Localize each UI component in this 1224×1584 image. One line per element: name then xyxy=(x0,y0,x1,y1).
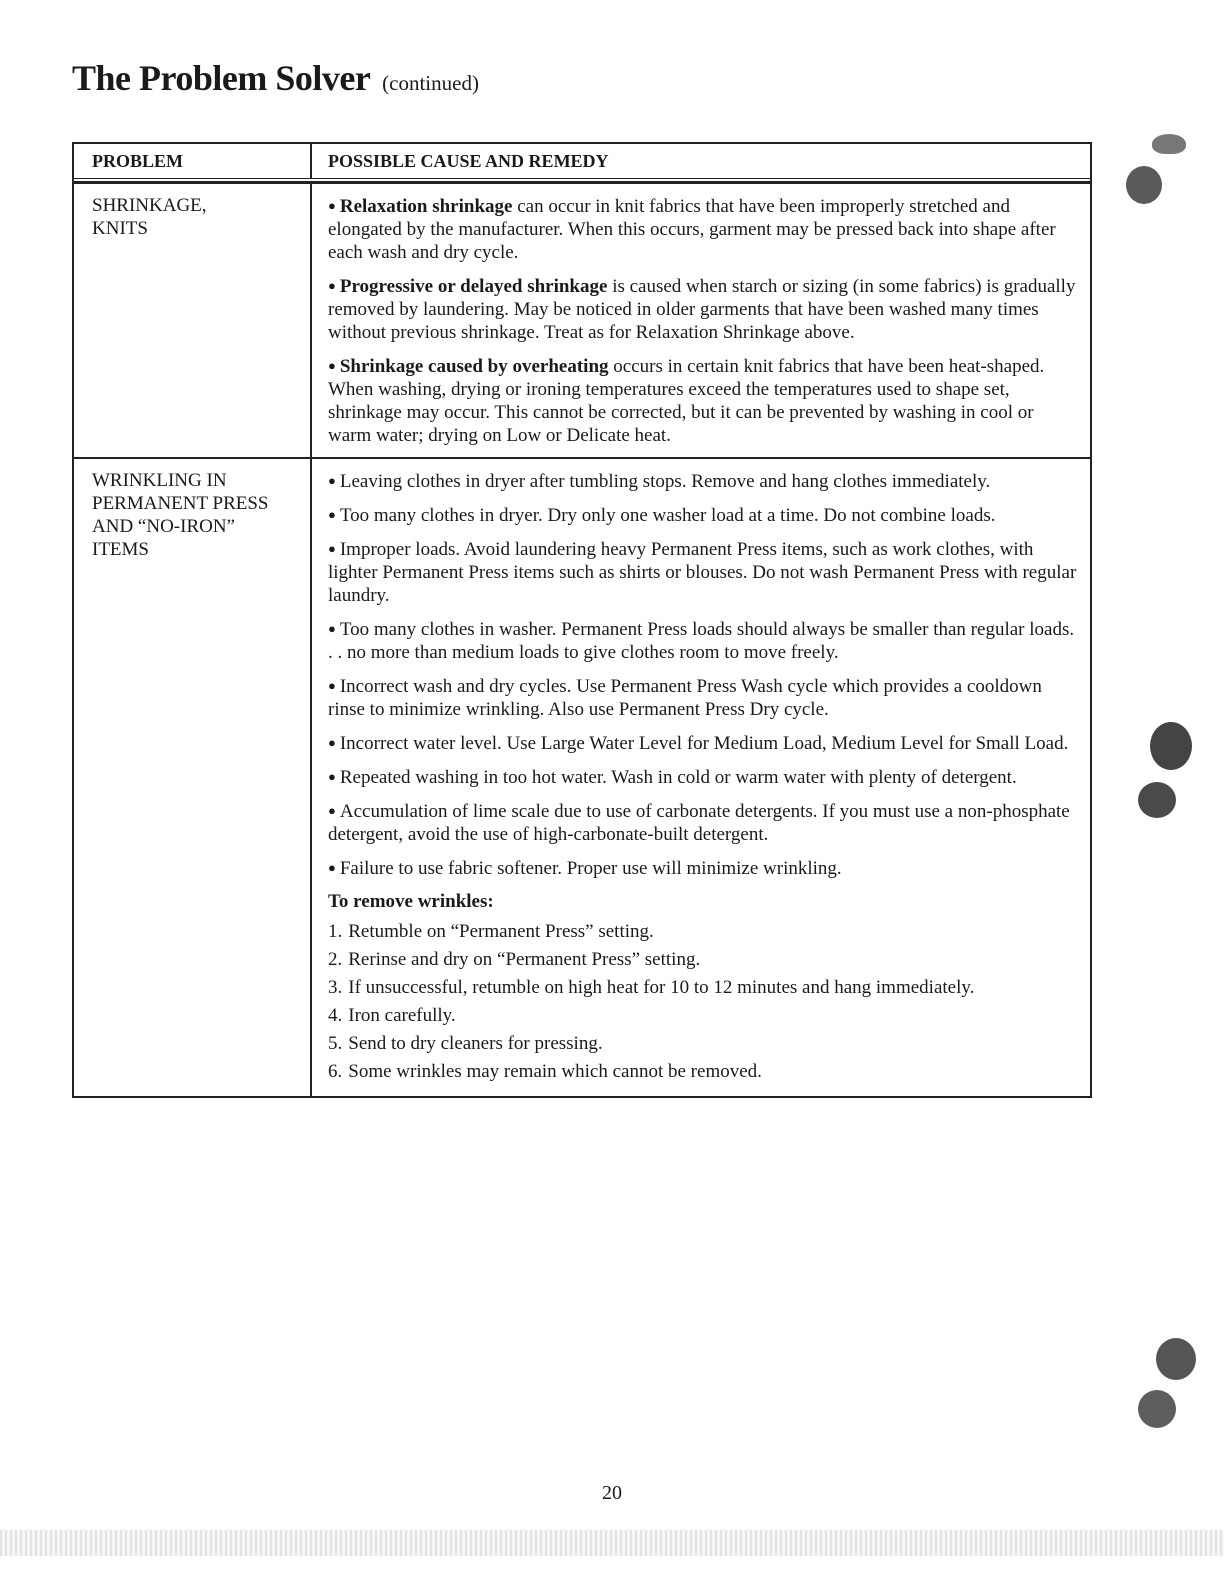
scan-artifact-strip xyxy=(0,1530,1224,1556)
cause-item xyxy=(328,537,1078,607)
list-item xyxy=(328,974,1078,1002)
remove-wrinkles-steps xyxy=(328,918,1078,1086)
cause-item xyxy=(328,674,1078,721)
table-row-shrinkage xyxy=(74,182,1090,457)
problem-label-wrinkling: WRINKLING IN PERMANENT PRESS AND “NO-IRON” ITEMS xyxy=(74,459,312,1096)
cause-text: Failure to use fabric softener. Proper use will minimize wrinkling. xyxy=(339,858,842,879)
step-text: Retumble on “Permanent Press” setting. xyxy=(348,921,654,942)
page-title xyxy=(72,60,479,96)
cause-item xyxy=(328,354,1078,447)
problem-label-shrinkage: SHRINKAGE, KNITS xyxy=(74,184,312,457)
bullet-icon: ● xyxy=(328,198,336,213)
remedy-cell-wrinkling xyxy=(312,459,1090,1096)
cause-lead: Relaxation shrinkage xyxy=(339,196,513,217)
bullet-icon: ● xyxy=(328,621,336,636)
list-item xyxy=(328,1058,1078,1086)
step-text: Send to dry cleaners for pressing. xyxy=(348,1033,603,1054)
cause-text: Improper loads. Avoid laundering heavy Permanent Press items, such as work clothes, with lighter Permanent Press items such as shirts or blouses. Do not wash Permanent Press with regular laundry. xyxy=(328,539,1077,606)
bullet-icon: ● xyxy=(328,358,336,373)
punch-hole-icon xyxy=(1126,166,1162,204)
step-number: 2. xyxy=(328,949,343,970)
remedy-cell-shrinkage xyxy=(312,184,1090,457)
step-number: 4. xyxy=(328,1005,343,1026)
cause-item xyxy=(328,765,1078,789)
cause-text: Incorrect water level. Use Large Water Level for Medium Load, Medium Level for Small Load. xyxy=(339,733,1069,754)
header-remedy: POSSIBLE CAUSE AND REMEDY xyxy=(328,151,609,171)
punch-hole-icon xyxy=(1150,722,1192,770)
step-text: Iron carefully. xyxy=(348,1005,456,1026)
bullet-icon: ● xyxy=(328,507,336,522)
bullet-icon: ● xyxy=(328,473,336,488)
list-item xyxy=(328,946,1078,974)
table-header-row xyxy=(74,144,1090,182)
punch-hole-icon xyxy=(1152,134,1186,154)
cause-text: Leaving clothes in dryer after tumbling stops. Remove and hang clothes immediately. xyxy=(339,471,991,492)
header-problem: PROBLEM xyxy=(74,144,312,178)
cause-text: Too many clothes in dryer. Dry only one washer load at a time. Do not combine loads. xyxy=(339,505,996,526)
punch-hole-icon xyxy=(1156,1338,1196,1380)
page-title-text: The Problem Solver xyxy=(72,58,370,98)
list-item xyxy=(328,1002,1078,1030)
step-number: 1. xyxy=(328,921,343,942)
cause-item xyxy=(328,731,1078,755)
step-number: 3. xyxy=(328,977,343,998)
cause-lead: Shrinkage caused by overheating xyxy=(339,356,609,377)
step-text: Some wrinkles may remain which cannot be removed. xyxy=(348,1061,762,1082)
list-item xyxy=(328,1030,1078,1058)
cause-text: occurs in certain knit fabrics that have been heat-shaped. When washing, drying or ironing temperatures exceed the temperatures used to shape set, shrinkage may occur. This cannot be corrected, but it can be prevented by washing in cool or warm water; drying on Low or Delicate heat. xyxy=(328,356,1045,446)
cause-text: is caused when starch or sizing (in some fabrics) is gradually removed by laundering. May be noticed in older garments that have been washed many times without previous shrinkage. Treat as for Relaxation Shrinkage above. xyxy=(328,276,1076,343)
table-row-wrinkling xyxy=(74,457,1090,1096)
step-text: If unsuccessful, retumble on high heat for 10 to 12 minutes and hang immediately. xyxy=(348,977,975,998)
bullet-icon: ● xyxy=(328,735,336,750)
list-item xyxy=(328,918,1078,946)
page-number: 20 xyxy=(602,1482,622,1504)
cause-text: Accumulation of lime scale due to use of carbonate detergents. If you must use a non-phosphate detergent, avoid the use of high-carbonate-built detergent. xyxy=(328,801,1070,845)
cause-item xyxy=(328,856,1078,880)
cause-text: Too many clothes in washer. Permanent Press loads should always be smaller than regular loads. . . no more than medium loads to give clothes room to move freely. xyxy=(328,619,1075,663)
punch-hole-icon xyxy=(1138,782,1176,818)
problem-solver-table xyxy=(72,142,1092,1098)
cause-text: can occur in knit fabrics that have been improperly stretched and elongated by the manufacturer. When this occurs, garment may be pressed back into shape after each wash and dry cycle. xyxy=(328,196,1056,263)
cause-item xyxy=(328,503,1078,527)
remove-wrinkles-heading: To remove wrinkles: xyxy=(328,891,494,912)
page-title-suffix: (continued) xyxy=(382,71,479,95)
bullet-icon: ● xyxy=(328,803,336,818)
cause-item xyxy=(328,274,1078,344)
bullet-icon: ● xyxy=(328,678,336,693)
punch-hole-icon xyxy=(1138,1390,1176,1428)
bullet-icon: ● xyxy=(328,769,336,784)
cause-item xyxy=(328,799,1078,846)
cause-lead: Progressive or delayed shrinkage xyxy=(339,276,608,297)
bullet-icon: ● xyxy=(328,278,336,293)
bullet-icon: ● xyxy=(328,541,336,556)
bullet-icon: ● xyxy=(328,860,336,875)
cause-item xyxy=(328,469,1078,493)
step-text: Rerinse and dry on “Permanent Press” setting. xyxy=(348,949,701,970)
cause-item xyxy=(328,194,1078,264)
step-number: 5. xyxy=(328,1033,343,1054)
step-number: 6. xyxy=(328,1061,343,1082)
cause-text: Repeated washing in too hot water. Wash in cold or warm water with plenty of detergent. xyxy=(339,767,1017,788)
cause-item xyxy=(328,617,1078,664)
cause-text: Incorrect wash and dry cycles. Use Permanent Press Wash cycle which provides a cooldown rinse to minimize wrinkling. Also use Permanent Press Dry cycle. xyxy=(328,676,1042,720)
